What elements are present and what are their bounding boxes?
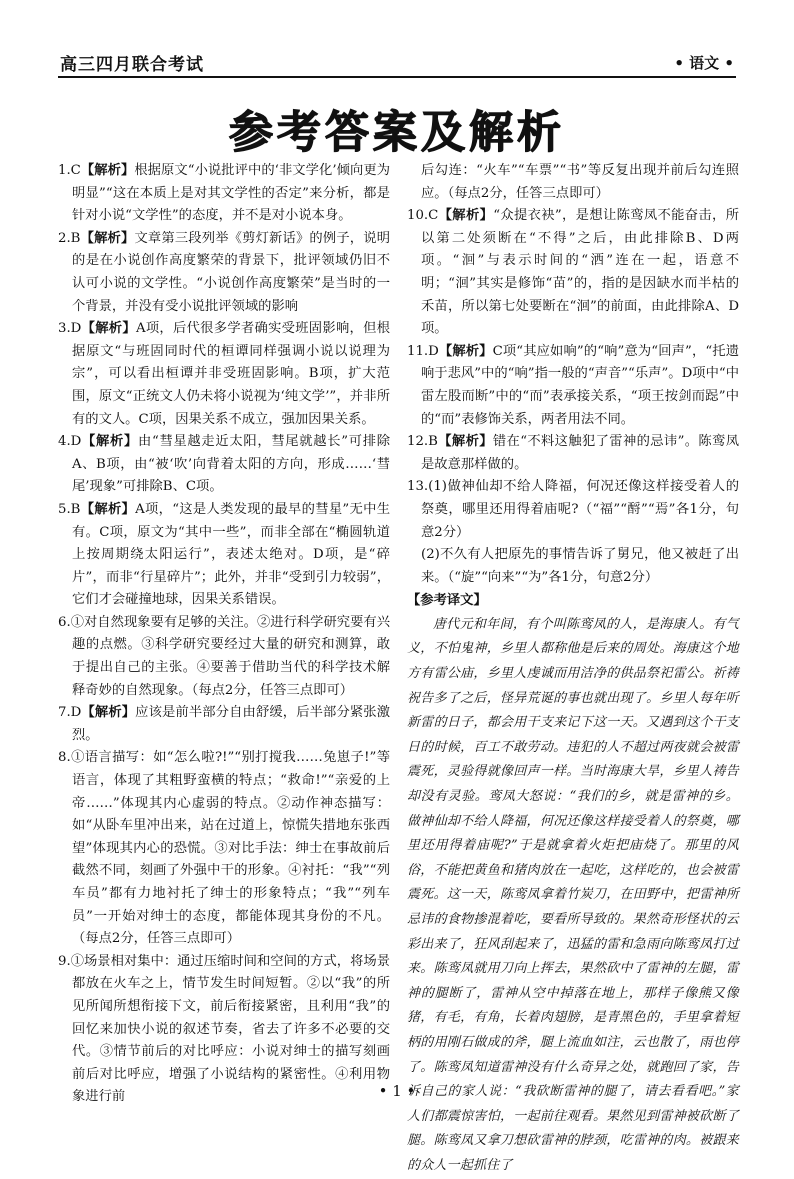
answer-text: 由“彗星越走近太阳，彗尾就越长”可排除A、B项，由“被‘吹’向背着太阳的方向，形成……‘彗尾’现象”可排除B、C项。 [72,434,390,495]
answer-text: ①对自然现象要有足够的关注。②进行科学研究要有兴趣的点燃。③科学研究要经过大量的研究和测算，敢于提出自己的主张。④要善于借助当代的科学技术解释奇妙的自然现象。（每点2分，任答三点即可） [70,614,390,698]
analysis-tag: 【解析】 [80,501,136,517]
answer-number: 3.D [58,321,82,337]
answer-text: 文章第三段列举《剪灯新话》的例子，说明的是在小说创作高度繁荣的背景下，批评领域仍旧不认可小说的文学性。“小说创作高度繁荣”是当时的一个背景，并没有受小说批评领域的影响 [72,230,391,314]
answer-item [407,160,739,205]
answer-item [407,205,739,341]
answer-item [58,702,390,747]
document-title: 参考答案及解析 [229,107,565,158]
analysis-tag: 【解析】 [80,163,135,178]
answer-text: 错在“不料这触犯了雷神的忌讳”。陈鸾凤是故意那样做的。 [421,434,739,472]
answer-item [407,341,739,431]
analysis-tag: 【解析】 [81,434,138,450]
answer-number: 12.B [407,434,438,450]
analysis-tag: 【解析】 [438,208,494,224]
answer-text: ①语言描写：如“怎么啦?!”“别打搅我……兔崽子!”等语言，体现了其粗野蛮横的特点；“救命!”“亲爱的上帝……”体现其内心虚弱的特点。②动作神态描写：如“从卧车里冲出来，站在过道上，惊慌失措地东张西望”体现其内心的恐慌。③对比手法：绅士在事故前后截然不同，刻画了外强中干的形象。④衬托：“我”“列车员”都有力地衬托了绅士的形象特点；“我”“列车员”一开始对绅士的态度，都能体现其身份的不凡。（每点2分，任答三点即可） [70,750,390,947]
answer-item [58,160,390,228]
answer-number: 11.D [407,343,439,359]
answer-number: 13. [407,479,429,495]
answer-text: ①场景相对集中：通过压缩时间和空间的方式，将场景都放在火车之上，情节发生时间短暂。②以“我”的所见所闻所想衔接下文，前后衔接紧密，且利用“我”的回忆来加快小说的叙述节奏，省去了许多不必要的交代。③情节前后的对比呼应：小说对绅士的描写刻画前后对比呼应，增强了小说结构的紧密性。④利用物象进行前 [70,953,390,1105]
answer-item [407,476,739,544]
answer-text: 应该是前半部分自由舒缓，后半部分紧张激烈。 [72,705,391,743]
answer-text: C项“其应如响”的“响”意为“回声”，“托遗响于悲风”中的“响”指一般的“声音”“乐声”。D项中“中雷左股而断”中的“而”表承接关系，“项王按剑而跽”中的“而”表修饰关系，两者用法不同。 [421,343,739,427]
analysis-tag: 【解析】 [80,230,135,246]
answer-item [407,544,739,589]
answer-item [58,612,390,702]
left-column [58,160,390,1109]
answer-text: A项，后代很多学者确实受班固影响，但根据原文“与班固同时代的桓谭同样强调小说以说理为宗”，可以看出桓谭并非受班固影响。B项，扩大范围，原文“正统文人仍未将小说视为‘纯文学’”，并非所有的文人。C项，因果关系不成立，强加因果关系。 [72,321,391,427]
analysis-tag: 【解析】 [437,434,493,450]
translation-heading: 【参考译文】 [407,593,487,609]
answer-item [407,431,739,476]
answer-number: 4.D [58,434,82,450]
answer-item [58,228,390,318]
answer-number: 5.B [58,501,81,517]
answer-item [58,318,390,431]
analysis-tag: 【解析】 [438,343,493,359]
exam-title: 高三四月联合考试 [60,55,204,75]
page-header [58,42,736,78]
answer-text: “众提衣袂”，是想让陈鸾凤不能奋击，所以第二处须断在“不得”之后，由此排除B、D两项。“洄”与表示时间的“洒”连在一起，语意不明；“洄”其实是修饰“苗”的，指的是因缺水而半枯的禾苗，所以第七处要断在“洄”的前面，由此排除A、D项。 [421,208,739,337]
answer-item [58,499,390,612]
answer-number: 8. [58,750,71,766]
answer-number: 9. [58,953,71,969]
answer-number: 6. [58,614,71,630]
answer-item [58,431,390,499]
answer-number: 1.C [58,163,81,178]
answer-text: A项，“这是人类发现的最早的彗星”无中生有。C项，原文为“其中一些”，而非全部在“椭圆轨道上按周期绕太阳运行”，表述太绝对。D项，是“碎片”，而非“行星碎片”；此外，并非“受到引力较弱”，它们才会碰撞地球，因果关系错误。 [72,501,391,608]
answer-number: 7.D [58,705,82,721]
right-column [407,160,739,1179]
page-number: • 1 • [378,1082,416,1100]
analysis-tag: 【解析】 [81,705,136,721]
subject-label: • 语文 • [674,54,734,72]
answer-text: 根据原文“小说批评中的‘非文学化’倾向更为明显”“这在本质上是对其文学性的否定”来分析，都是针对小说“文学性”的态度，并不是对小说本身。 [72,163,390,224]
answer-text: (2)不久有人把原先的事情告诉了舅兄，他又被赶了出来。（“旋”“向来”“为”各1分，句意2分） [421,547,739,585]
translation-text: 唐代元和年间，有个叫陈鸾凤的人，是海康人。有气义，不怕鬼神，乡里人都称他是后来的周处。海康这个地方有雷公庙，乡里人虔诚而用洁净的供品祭祀雷公。祈祷祝告多了之后，怪异荒诞的事也就出现了。乡里人每年听新雷的日子，都会用干支来记下这一天。又遇到这个干支日的时候，百工不敢劳动。违犯的人不超过两夜就会被雷震死，灵验得就像回声一样。当时海康大旱，乡里人祷告却没有灵验。鸾凤大怒说：“我们的乡，就是雷神的乡。做神仙却不给人降福，何况还像这样接受着人的祭奠，哪里还用得着庙呢?”于是就拿着火炬把庙烧了。那里的风俗，不能把黄鱼和猪肉放在一起吃，这样吃的，也会被雷震死。这一天，陈鸾凤拿着竹炭刀，在田野中，把雷神所忌讳的食物掺混着吃，要看所导致的。果然奇形怪状的云彩出来了，狂风刮起来了，迅猛的雷和急雨向陈鸾凤打过来。陈鸾凤就用刀向上挥去，果然砍中了雷神的左腿，雷神的腿断了，雷神从空中掉落在地上，那样子像熊又像猪，有毛，有角，长着肉翅膀，是青黑色的，手里拿着短柄的用刚石做成的斧，腿上流血如注，云也散了，雨也停了。陈鸾凤知道雷神没有什么奇异之处，就跑回了家，告诉自己的家人说：“我砍断雷神的腿了，请去看看吧。”家人们都震惊害怕，一起前往观看。果然见到雷神被砍断了腿。陈鸾凤又拿刀想砍雷神的脖颈，吃雷神的肉。被跟来的众人一起抓住了 [407,616,739,1173]
answer-item [58,747,390,950]
answer-text: (1)做神仙却不给人降福，何况还像这样接受着人的祭奠，哪里还用得着庙呢?（“福”“酹”“焉”各1分，句意2分） [421,479,739,540]
answer-number: 2.B [58,230,81,246]
answer-number: 10.C [407,208,439,224]
analysis-tag: 【解析】 [81,321,136,337]
answer-text: 后勾连：“火车”“车票”“书”等反复出现并前后勾连照应。（每点2分，任答三点即可） [421,163,739,201]
